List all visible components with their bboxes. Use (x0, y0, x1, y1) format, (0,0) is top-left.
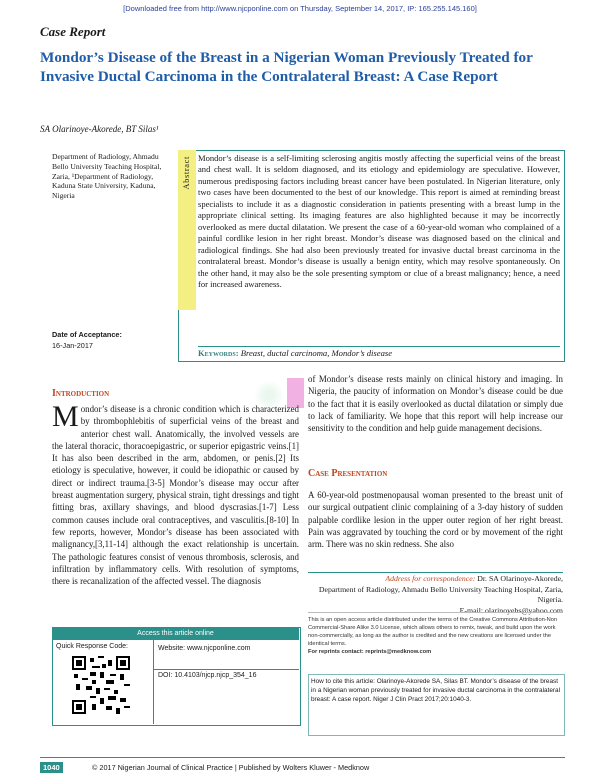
correspondence-email[interactable]: E-mail: olarinoyebs@yahoo.com (459, 605, 563, 615)
correspondence-address: Department of Radiology, Ahmadu Bello University Teaching Hospital, Zaria, Nigeria. (318, 584, 563, 604)
abstract-text: Mondor’s disease is a self-limiting sclerosing angitis mostly affecting the superficial veins of the breast and chest wall. It is seldom diagnosed, and its etiology and epidemiology are speculative. However, numerous predisposing factors including breast cancer have been postulated. In Nigerian literature, only two cases have been documented to the best of our knowledge. This report is aimed at reminding breast specialists to include it as a diagnostic consideration in patients presenting with a breast lump in the appropriate clinical setting. Its imaging features are also highlighted because it may be incorrectly overlooked as mere ductal dilatation. We present the case of a 60-year-old woman who complained of a painful cordlike lesion in her right breast. Mondor’s disease was diagnosed based on the clinical and radiological findings. She had also been previously treated for invasive ductal breast carcinoma in the contralateral breast. Mondor’s disease is usually a benign entity, which may resolve spontaneously. On the other hand, it may also be the sole presenting symptom or clue of a breast malignancy; hence, a need for increased awareness. (198, 153, 560, 289)
correspondence-name: Dr. SA Olarinoye-Akorede, (477, 574, 563, 583)
qr-code-icon[interactable] (72, 656, 130, 714)
doi-link[interactable]: DOI: 10.4103/njcp.njcp_354_16 (158, 672, 257, 679)
access-header: Access this article online (52, 627, 299, 640)
correspondence-label: Address for correspondence: (385, 574, 476, 583)
affiliation: Department of Radiology, Ahmadu Bello University Teaching Hospital, Zaria, ¹Department of Radiology, Kaduna State University, Kaduna, Nigeria (52, 152, 162, 201)
introduction-continued: of Mondor’s disease rests mainly on clinical history and imaging. In Nigeria, the paucity of information on Mondor’s disease could be due to the fact that it is easily overlooked as ductal dilatation or simply due to lack of familiarity. We hope that this report will help increase our sensitivity to the condition and help guide management decisions. (308, 374, 563, 434)
introduction-section (52, 388, 299, 587)
website-link[interactable]: Website: www.njcponline.com (158, 645, 251, 652)
article-title: Mondor’s Disease of the Breast in a Nigerian Woman Previously Treated for Invasive Ductal Carcinoma in the Contralateral Breast: A Case Report (40, 49, 533, 85)
keywords-value: Breast, ductal carcinoma, Mondor’s disease (240, 348, 393, 358)
abstract-side-label (178, 150, 196, 310)
qr-label: Quick Response Code: (56, 643, 128, 650)
case-presentation-heading: Case Presentation (308, 468, 388, 479)
website-divider (153, 669, 299, 670)
license-text: This is an open access article distributed under the terms of the Creative Commons Attribution-Non Commercial-Share Alike 3.0 License, which allows others to remix, tweak, and build upon the work non-commercially, as long as the author is credited and the new creations are licensed under the identical terms. (308, 617, 558, 648)
reprints-text: For reprints contact: reprints@medknow.com (308, 649, 432, 656)
keywords (198, 348, 392, 358)
authors: SA Olarinoye-Akorede, BT Silas¹ (40, 124, 159, 134)
correspondence (308, 574, 563, 616)
abstract-label: Abstract (181, 156, 191, 190)
acceptance-block (52, 330, 122, 351)
footer-text: © 2017 Nigerian Journal of Clinical Practice | Published by Wolters Kluwer - Medknow (92, 763, 370, 772)
access-divider (153, 640, 154, 724)
dropcap: M (52, 400, 79, 433)
introduction-heading: Introduction (52, 388, 110, 399)
keywords-label: Keywords: (198, 348, 239, 358)
download-banner: [Downloaded free from http://www.njcponline.com on Thursday, September 14, 2017, IP: 165.255.145.160] (123, 4, 477, 13)
license-block (308, 616, 563, 656)
introduction-body (52, 400, 299, 587)
correspondence-divider (308, 572, 563, 573)
acceptance-date: 16-Jan-2017 (52, 340, 93, 350)
section-tag: Case Report (40, 24, 106, 39)
acceptance-label: Date of Acceptance: (52, 330, 122, 339)
case-presentation-text: A 60-year-old postmenopausal woman presented to the breast unit of our surgical outpatient clinic complaining of a 3-day history of sudden palpable cordlike lesion in the upper outer region of her right breast. Pain was aggravated by touching the cord or by movement of the right arm. There was no skin redness. She also (308, 490, 563, 550)
citation-text: How to cite this article: Olarinoye-Akorede SA, Silas BT. Mondor’s disease of the breast in a Nigerian woman previously treated for invasive ductal carcinoma in the contralateral breast: A case report. Niger J Clin Pract 2017;20:1040-3. (311, 678, 561, 703)
page-number: 1040 (40, 762, 63, 773)
introduction-text: ondor’s disease is a chronic condition which is characterized by thrombophlebitis of superficial veins of the breast and anterior chest wall. Anatomically, the involved vessels are the lateral thoracic, thoracoepigastric, or superior epigastric veins.[1] It has also been described in the arm, abdomen, or penis.[2] Its etiology is speculative, however, it could be idiopathic or caused by direct or indirect trauma.[3-5] Mondor’s disease may occur after breast augmentation surgery, physical strain, tight dressings and tight fitting bras, axillary shavings, and blood dyscrasias.[1-7] Less common causes include oral contraceptives, and vasculitis.[8-10] In few reports, however, Mondor’s disease has been associated with malignancy,[3,11-14] although the exact relationship is uncertain. The pathologic features consist of venous thrombosis, sclerosis, and infiltration by inflammatory cells. With resolution of symptoms, there is recanalization of the affected vessel. The diagnosis (52, 404, 299, 587)
footer-divider (40, 757, 565, 758)
keywords-divider (198, 346, 560, 347)
license-divider (308, 612, 563, 613)
